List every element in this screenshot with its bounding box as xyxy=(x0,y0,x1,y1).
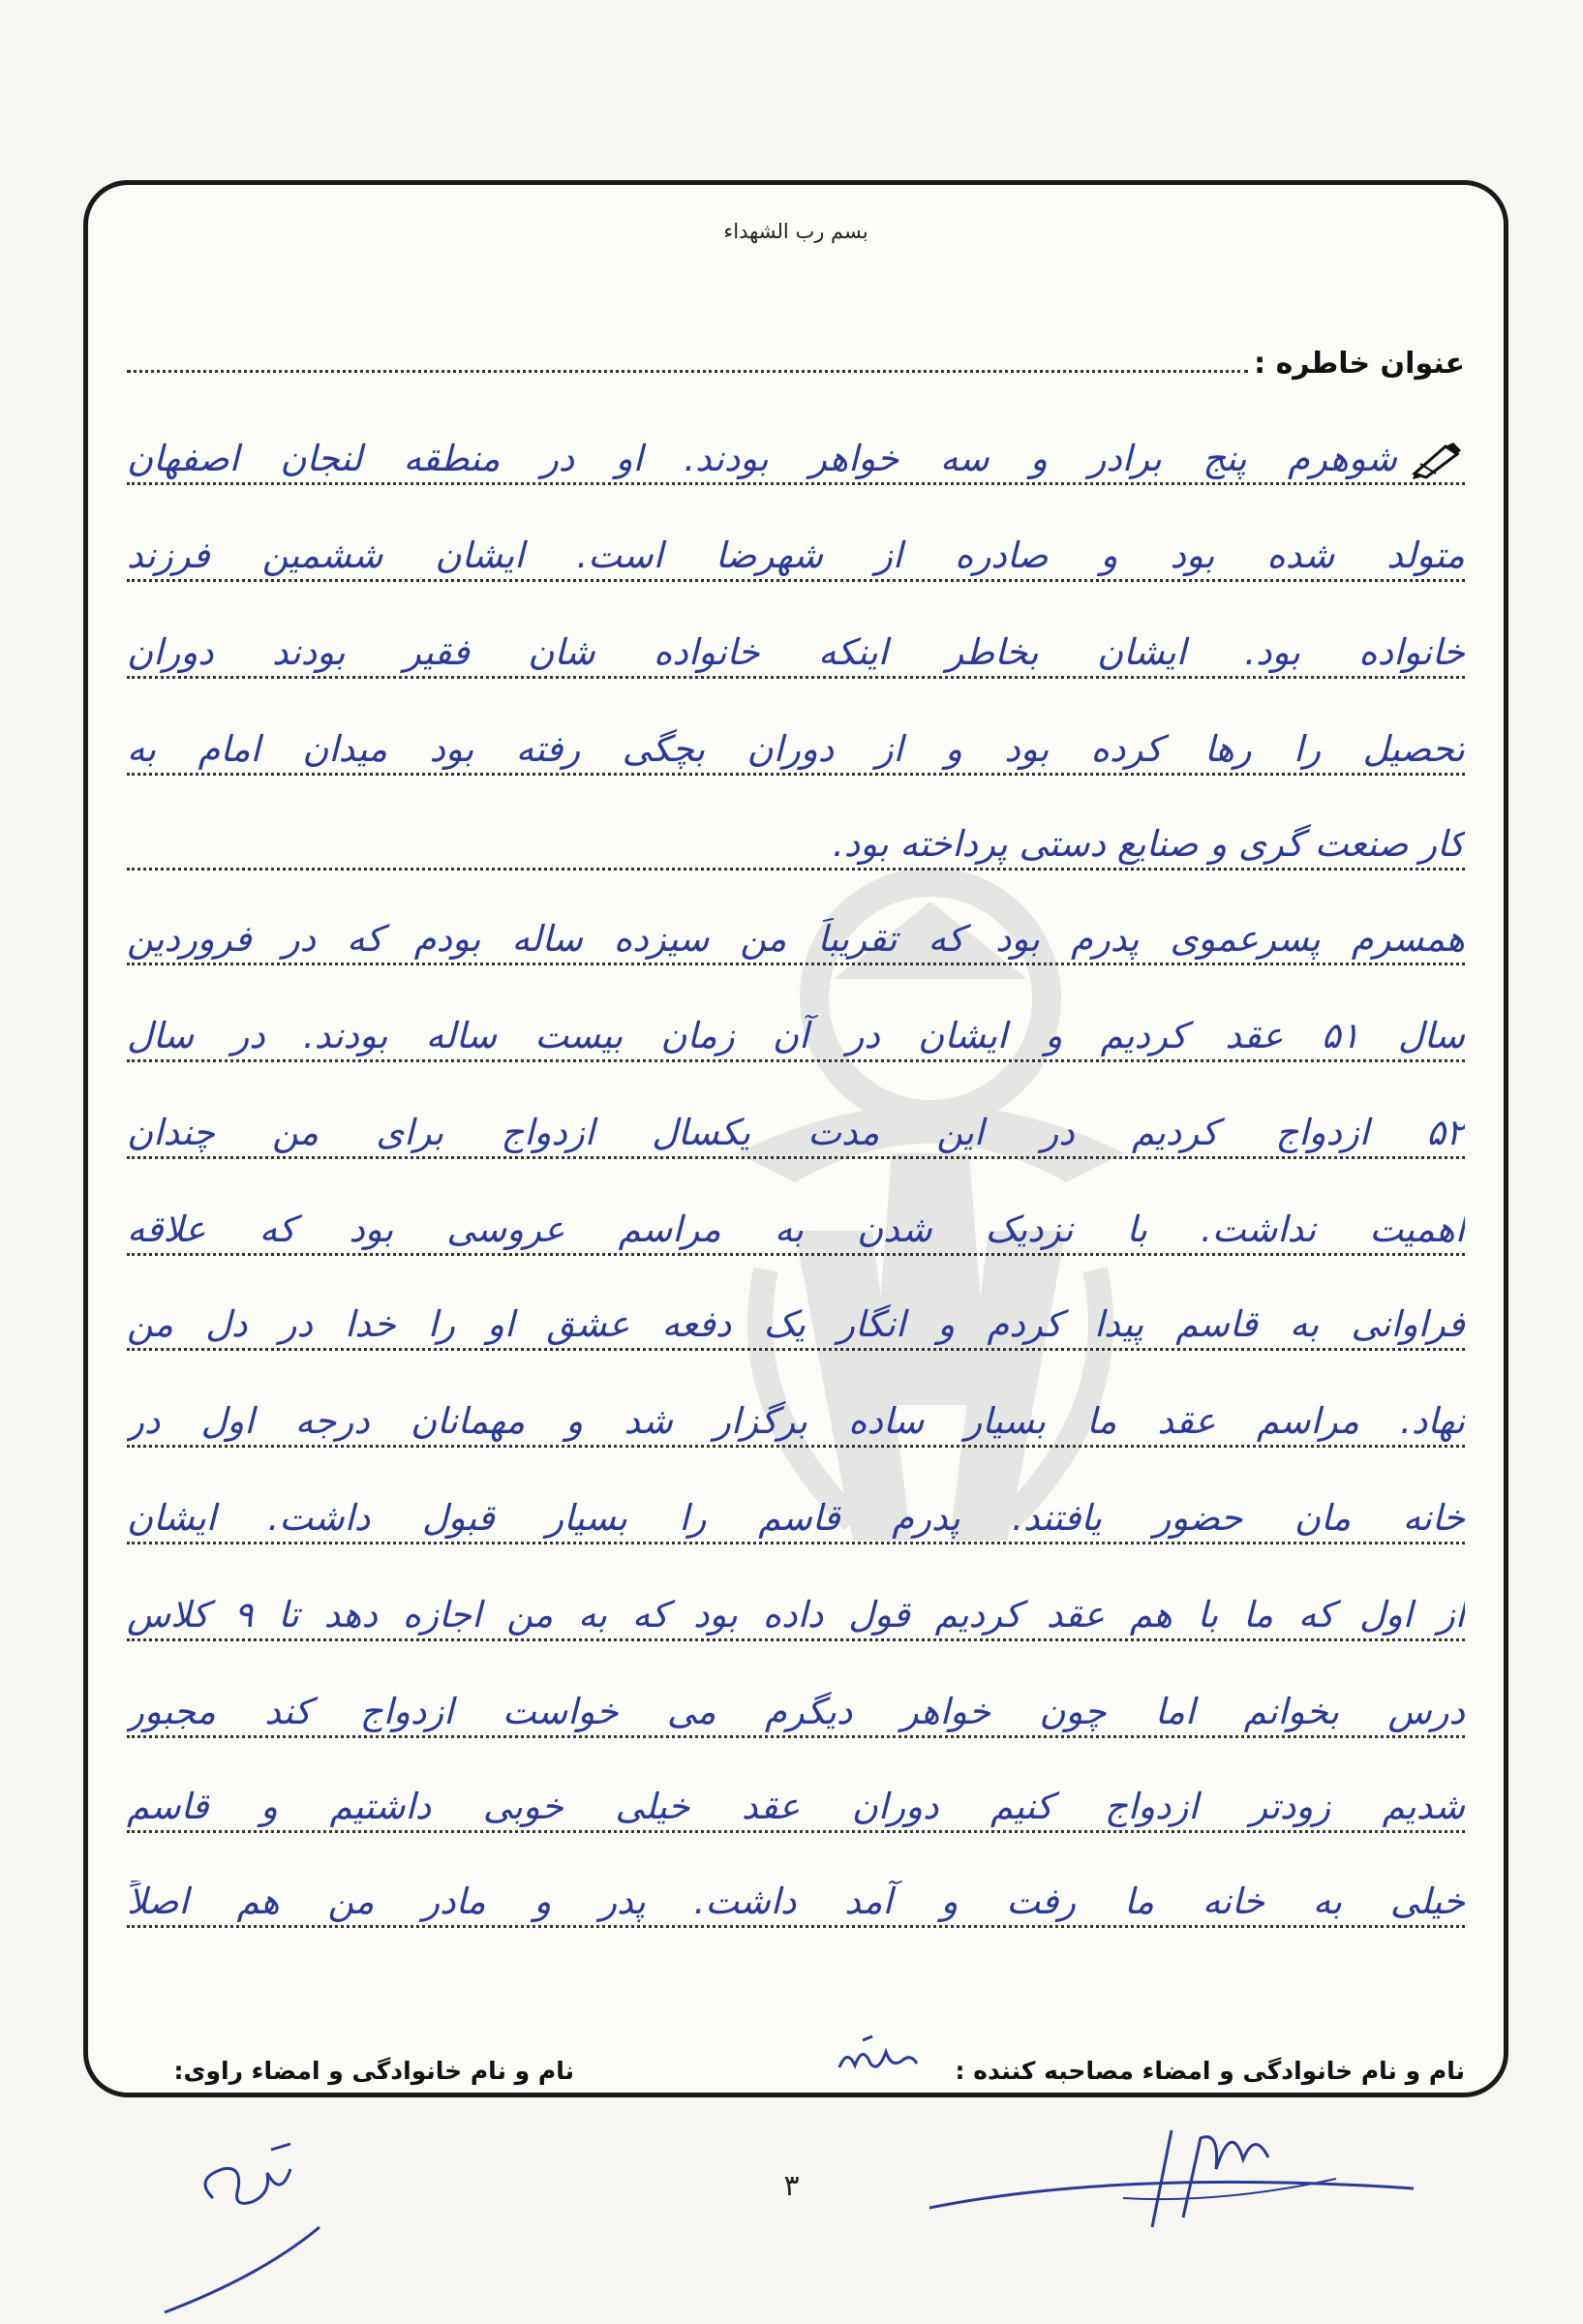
memoir-line-16: خیلی به خانه ما رفت و آمد داشت. پدر و مادر من هم اصلاً xyxy=(127,1831,1465,1928)
title-label: عنوان خاطره : xyxy=(1254,347,1465,381)
memoir-line-3: خانواده بود. ایشان بخاطر اینکه خانواده شان فقیر بودند دوران xyxy=(127,582,1465,679)
memoir-line-13: از اول که ما با هم عقد کردیم قول داده بود که به من اجازه دهد تا ۹ کلاس xyxy=(127,1544,1465,1641)
interviewer-signature xyxy=(834,2034,921,2083)
memoir-line-1: شوهرم پنج برادر و سه خواهر بودند. او در منطقه لنجان اصفهان xyxy=(127,388,1465,485)
memoir-line-4: تحصیل را رها کرده بود و از دوران بچگی رفته بود میدان امام به xyxy=(127,679,1465,776)
interviewer-label: نام و نام خانوادگی و امضاء مصاحبه کننده : xyxy=(955,2057,1465,2085)
memoir-line-7: سال ۵۱ عقد کردیم و ایشان در آن زمان بیست ساله بودند. در سال xyxy=(127,965,1465,1062)
narrator-signature xyxy=(145,2130,339,2314)
memoir-line-11: نهاد. مراسم عقد ما بسیار ساده برگزار شد و مهمانان درجه اول در xyxy=(127,1351,1465,1448)
signature-footer xyxy=(127,2042,1465,2085)
memoir-line-12: خانه مان حضور یافتند. پدرم قاسم را بسیار قبول داشت. ایشان xyxy=(127,1448,1465,1544)
memoir-line-2: متولد شده بود و صادره از شهرضا است. ایشان ششمین فرزند xyxy=(127,485,1465,582)
title-dotted-line xyxy=(127,370,1248,373)
memoir-line-9: اهمیت نداشت. با نزدیک شدن به مراسم عروسی بود که علاقه xyxy=(127,1159,1465,1256)
memoir-line-15: شدیم زودتر ازدواج کنیم دوران عقد خیلی خوبی داشتیم و قاسم xyxy=(127,1736,1465,1833)
memoir-form-card xyxy=(83,180,1508,2097)
memoir-line-6: همسرم پسرعموی پدرم بود که تقریباً من سیزده ساله بودم که در فروردین xyxy=(127,869,1465,965)
memoir-line-8: ۵۲ ازدواج کردیم در این مدت یکسال ازدواج برای من چندان xyxy=(127,1062,1465,1159)
memoir-line-10: فراوانی به قاسم پیدا کردم و انگار یک دفعه عشق او را خدا در دل من xyxy=(127,1254,1465,1351)
header-invocation: بسم رب الشهداء xyxy=(723,220,868,243)
memoir-line-5: کار صنعت گری و صنایع دستی پرداخته بود. xyxy=(127,774,1465,871)
narrator-label: نام و نام خانوادگی و امضاء راوی: xyxy=(173,2057,574,2085)
page-number: ۳ xyxy=(783,2169,800,2203)
title-row xyxy=(127,332,1465,381)
memoir-line-14: درس بخوانم اما چون خواهر دیگرم می خواست ازدواج کند مجبور xyxy=(127,1641,1465,1738)
